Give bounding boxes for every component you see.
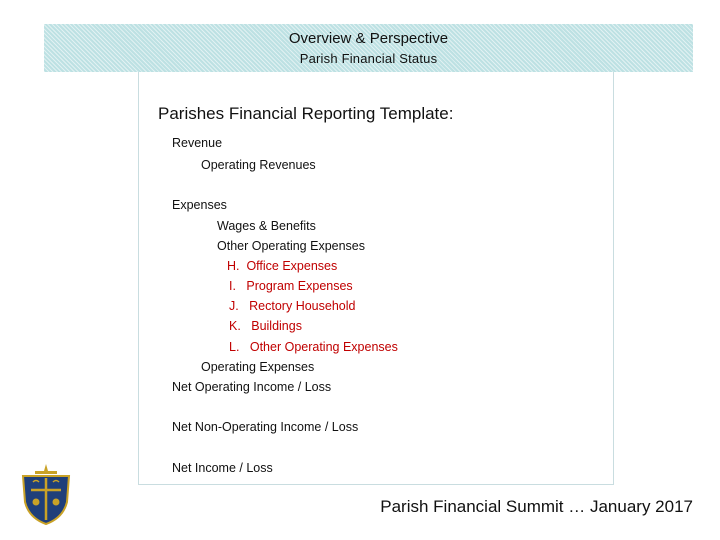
revenue-label: Revenue xyxy=(172,136,223,150)
sub-item-label: Program Expenses xyxy=(246,279,353,293)
title-banner xyxy=(44,24,693,72)
sub-item-label: Buildings xyxy=(251,319,302,333)
operating-expenses-label: Operating Expenses xyxy=(201,360,315,374)
sub-item-marker: H. xyxy=(227,259,240,273)
banner-subtitle: Parish Financial Status xyxy=(299,51,438,66)
sub-item-other-operating xyxy=(229,340,398,354)
footer-text: Parish Financial Summit … January 2017 xyxy=(380,497,693,516)
template-heading: Parishes Financial Reporting Template: xyxy=(158,104,454,123)
sub-item-label: Rectory Household xyxy=(249,299,356,313)
net-operating-label: Net Operating Income / Loss xyxy=(172,380,332,394)
sub-item-marker: J. xyxy=(229,299,239,313)
banner-title: Overview & Perspective xyxy=(288,30,449,47)
operating-revenues-label: Operating Revenues xyxy=(201,158,316,172)
net-non-operating-label: Net Non-Operating Income / Loss xyxy=(172,420,359,434)
diocese-crest-icon xyxy=(17,462,75,526)
sub-item-marker: I. xyxy=(229,279,236,293)
wages-benefits-label: Wages & Benefits xyxy=(217,219,316,233)
sub-item-marker: L. xyxy=(229,340,240,354)
sub-item-buildings xyxy=(229,319,302,333)
sub-item-label: Office Expenses xyxy=(246,259,338,273)
net-income-label: Net Income / Loss xyxy=(172,461,273,475)
expenses-label: Expenses xyxy=(172,198,227,212)
sub-item-label: Other Operating Expenses xyxy=(249,340,398,354)
sub-item-office xyxy=(227,259,337,273)
other-operating-expenses-label: Other Operating Expenses xyxy=(217,239,365,253)
sub-item-marker: K. xyxy=(229,319,241,333)
sub-item-rectory xyxy=(229,299,355,313)
sub-item-program xyxy=(229,279,353,293)
